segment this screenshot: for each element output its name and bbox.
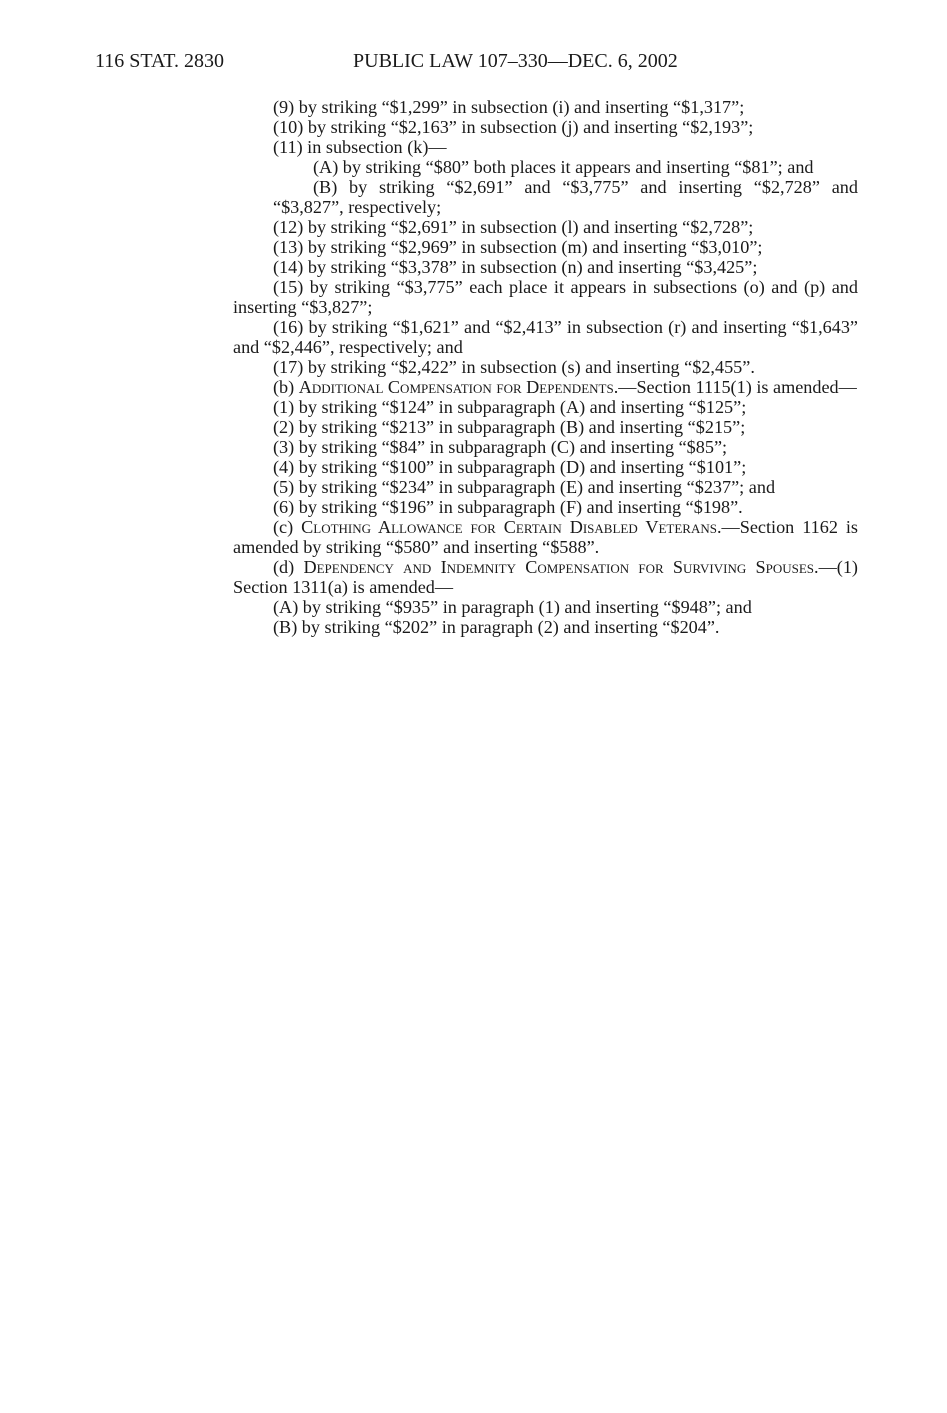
paragraph-b-5: (5) by striking “$234” in subparagraph (E) and inserting “$237”; and — [273, 477, 776, 497]
paragraph-10: (10) by striking “$2,163” in subsection (j) and inserting “$2,193”; — [273, 117, 754, 137]
paragraph-17: (17) by striking “$2,422” in subsection (s) and inserting “$2,455”. — [273, 357, 755, 377]
paragraph-16: (16) by striking “$1,621” and “$2,413” in subsection (r) and inserting “$1,643” and “$2,446”, respectively; and — [233, 317, 858, 357]
paragraph-9: (9) by striking “$1,299” in subsection (i) and inserting “$1,317”; — [273, 97, 745, 117]
paragraph-15: (15) by striking “$3,775” each place it appears in subsections (o) and (p) and inserting “$3,827”; — [233, 277, 858, 317]
paragraph-14: (14) by striking “$3,378” in subsection (n) and inserting “$3,425”; — [273, 257, 758, 277]
document-body — [233, 97, 858, 637]
section-b-text: —Section 1115(1) is amended— — [618, 377, 857, 397]
paragraph-b-4: (4) by striking “$100” in subparagraph (D) and inserting “$101”; — [273, 457, 747, 477]
section-c-lead: (c) — [273, 517, 302, 537]
paragraph-12: (12) by striking “$2,691” in subsection (l) and inserting “$2,728”; — [273, 217, 754, 237]
paragraph-b-1: (1) by striking “$124” in subparagraph (A) and inserting “$125”; — [273, 397, 747, 417]
statute-page-number: 116 STAT. 2830 — [95, 50, 224, 72]
running-header — [95, 50, 855, 80]
paragraph-11: (11) in subsection (k)— — [273, 137, 447, 157]
subparagraph-11-a: (A) by striking “$80” both places it appears and inserting “$81”; and — [313, 157, 814, 177]
section-d-heading: Dependency and Indemnity Compensation for Surviving Spouses. — [303, 557, 819, 577]
section-b — [233, 377, 858, 397]
paragraph-b-6: (6) by striking “$196” in subparagraph (F) and inserting “$198”. — [273, 497, 743, 517]
section-d — [233, 557, 858, 597]
subparagraph-11-b: (B) by striking “$2,691” and “$3,775” and inserting “$2,728” and “$3,827”, respectively; — [273, 177, 858, 217]
section-c-heading: Clothing Allowance for Certain Disabled Veterans. — [301, 517, 722, 537]
paragraph-d-a: (A) by striking “$935” in paragraph (1) and inserting “$948”; and — [273, 597, 752, 617]
paragraph-b-2: (2) by striking “$213” in subparagraph (B) and inserting “$215”; — [273, 417, 746, 437]
section-b-heading: Additional Compensation for Dependents. — [298, 377, 619, 397]
public-law-citation: PUBLIC LAW 107–330—DEC. 6, 2002 — [353, 50, 678, 72]
section-d-lead: (d) — [273, 557, 304, 577]
paragraph-d-b: (B) by striking “$202” in paragraph (2) and inserting “$204”. — [273, 617, 720, 637]
section-c-text: —Section 1162 is amended by striking “$580” and inserting “$588”. — [233, 517, 858, 557]
section-d-text: —(1) Section 1311(a) is amended— — [233, 557, 858, 597]
section-b-lead: (b) — [273, 377, 299, 397]
paragraph-b-3: (3) by striking “$84” in subparagraph (C) and inserting “$85”; — [273, 437, 728, 457]
section-c — [233, 517, 858, 557]
paragraph-13: (13) by striking “$2,969” in subsection (m) and inserting “$3,010”; — [273, 237, 763, 257]
